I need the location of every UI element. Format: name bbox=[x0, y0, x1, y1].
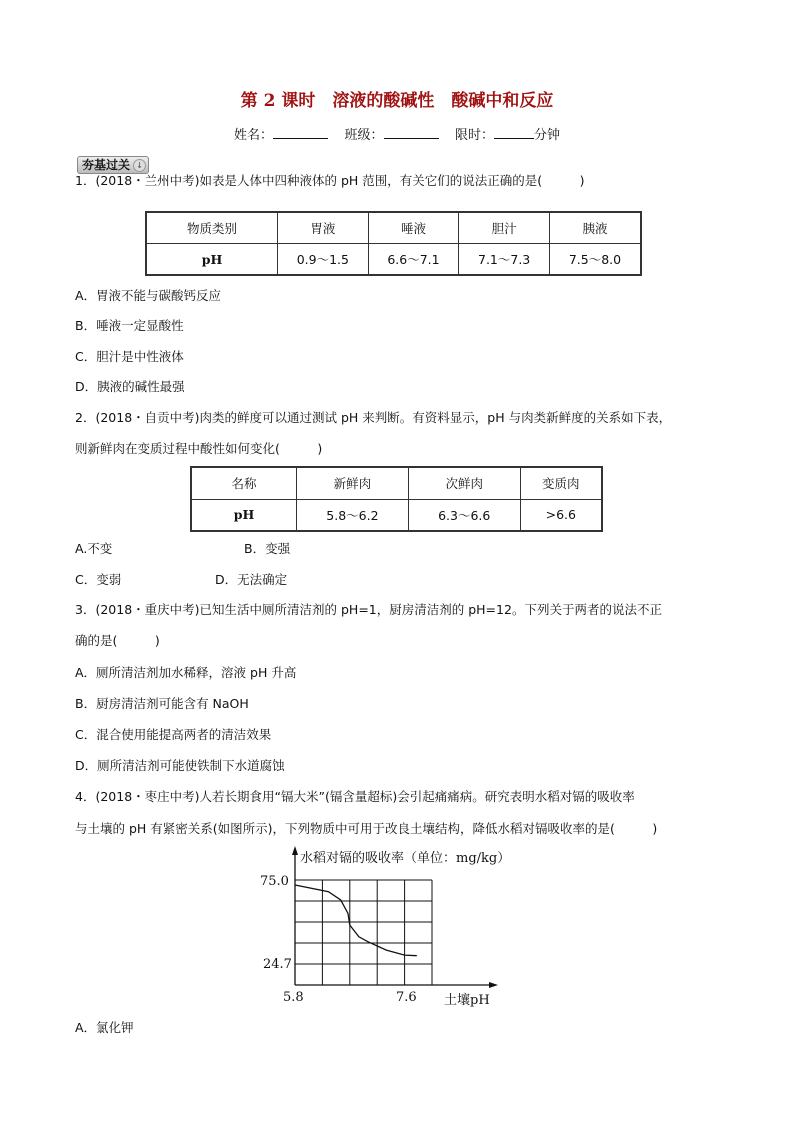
chart-grid bbox=[295, 880, 432, 985]
y-axis-label: 水稻对镉的吸收率（单位：mg/kg） bbox=[300, 851, 511, 866]
page-title: 第 2 课时 溶液的酸碱性 酸碱中和反应 bbox=[240, 91, 554, 111]
table-header-cell: 变质肉 bbox=[520, 467, 602, 499]
y-axis-arrow bbox=[292, 846, 298, 855]
table-header-cell: 名称 bbox=[191, 467, 297, 499]
q1-option-d: D．胰液的碱性最强 bbox=[75, 379, 185, 394]
q2-option-d: D．无法确定 bbox=[215, 572, 288, 587]
x-axis-arrow bbox=[489, 982, 498, 988]
time-label: 限时： bbox=[455, 128, 495, 143]
table-cell: pH bbox=[191, 499, 297, 531]
q3-option-b: B．厨房清洁剂可能含有 NaOH bbox=[75, 696, 249, 711]
q1-option-b: B．唾液一定显酸性 bbox=[75, 318, 184, 333]
table-header-cell: 胆汁 bbox=[459, 212, 550, 244]
table-header-cell: 胃液 bbox=[278, 212, 369, 244]
table-cell: 0.9～1.5 bbox=[278, 244, 369, 276]
table-header-cell: 胰液 bbox=[549, 212, 641, 244]
x-axis-label: 土壤pH bbox=[444, 993, 490, 1008]
q3-option-a: A．厕所清洁剂加水稀释，溶液 pH 升高 bbox=[75, 665, 297, 680]
y-tick-label: 75.0 bbox=[260, 874, 289, 889]
table-cell: 7.1～7.3 bbox=[459, 244, 550, 276]
q3-option-c: C．混合使用能提高两者的清洁效果 bbox=[75, 727, 272, 742]
q1-option-c: C．胆汁是中性液体 bbox=[75, 349, 184, 364]
y-tick-label: 24.7 bbox=[263, 957, 292, 972]
table-header-cell: 新鲜肉 bbox=[297, 467, 409, 499]
table-cell: pH bbox=[146, 244, 278, 276]
table-cell: 5.8～6.2 bbox=[297, 499, 409, 531]
section-badge-label: 夯基过关 bbox=[82, 158, 131, 172]
x-tick-label: 7.6 bbox=[396, 990, 417, 1005]
q1-option-a: A．胃液不能与碳酸钙反应 bbox=[75, 288, 222, 303]
minute-label: 分钟 bbox=[534, 128, 561, 143]
q2-option-b: B．变强 bbox=[244, 541, 291, 556]
q1-stem: 1．(2018・兰州中考)如表是人体中四种液体的 pH 范围，有关它们的说法正确的是( ) bbox=[75, 173, 585, 188]
table-header-cell: 物质类别 bbox=[146, 212, 278, 244]
table-cell: 6.3～6.6 bbox=[408, 499, 520, 531]
table-cell: >6.6 bbox=[520, 499, 602, 531]
q2-option-c: C．变弱 bbox=[75, 572, 122, 587]
q4-option-a: A．氯化钾 bbox=[75, 1020, 134, 1035]
table-cell: 6.6～7.1 bbox=[368, 244, 459, 276]
q3-option-d: D．厕所清洁剂可能使铁制下水道腐蚀 bbox=[75, 758, 285, 773]
q4-stem-line1: 4．(2018・枣庄中考)人若长期食用“镉大米”(镉含量超标)会引起痛痛病。研究表明水稻对镉的吸收率 bbox=[75, 789, 635, 804]
table-cell: 7.5～8.0 bbox=[549, 244, 641, 276]
series-line bbox=[295, 885, 417, 956]
q2-stem-line1: 2．(2018・自贡中考)肉类的鲜度可以通过测试 pH 来判断。有资料显示，pH 与肉类新鲜度的关系如下表， bbox=[75, 410, 672, 425]
q4-stem-line2: 与土壤的 pH 有紧密关系(如图所示)，下列物质中可用于改良土壤结构，降低水稻对镉吸收率的是( ) bbox=[75, 821, 658, 836]
arrow-down-icon: ↓ bbox=[133, 159, 146, 172]
q3-stem-line1: 3．(2018・重庆中考)已知生活中厕所清洁剂的 pH=1，厨房清洁剂的 pH=12。下列关于两者的说法不正 bbox=[75, 602, 662, 617]
table-header-cell: 次鲜肉 bbox=[408, 467, 520, 499]
name-label: 姓名： bbox=[233, 128, 273, 143]
x-tick-label: 5.8 bbox=[283, 990, 304, 1005]
q2-stem-line2: 则新鲜肉在变质过程中酸性如何变化( ) bbox=[75, 441, 323, 456]
q2-option-a: A.不变 bbox=[75, 541, 113, 556]
class-label: 班级： bbox=[344, 128, 384, 143]
q3-stem-line2: 确的是( ) bbox=[75, 633, 160, 648]
table-header-cell: 唾液 bbox=[368, 212, 459, 244]
